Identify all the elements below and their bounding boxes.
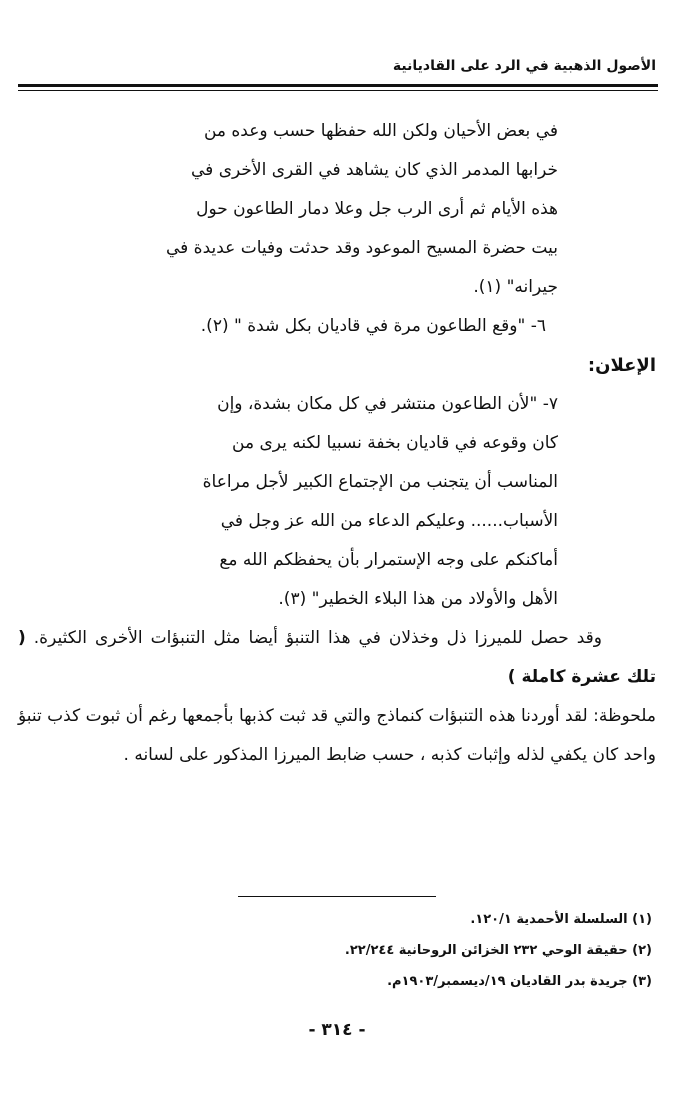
text-line: ٧- "لأن الطاعون منتشر في كل مكان بشدة، وإن <box>217 394 558 414</box>
header-rule-thin <box>18 90 658 91</box>
header-rule-thick <box>18 84 658 87</box>
text-line: بيت حضرة المسيح الموعود وقد حدثت وفيات عديدة في <box>165 238 558 258</box>
quote-block-1 <box>136 112 558 307</box>
footnotes <box>345 904 652 997</box>
note-paragraph: ملحوظة: لقد أوردنا هذه التنبؤات كنماذج والتي قد ثبت كذبها بأجمعها رغم أن ثبوت كذب تنبؤ واحد كان يكفي لذله وإثبات كذبه ، حسب ضابط الميرزا المذكور على لسانه . <box>18 706 656 765</box>
text-line: الأهل والأولاد من هذا البلاء الخطير" (٣). <box>278 589 558 609</box>
quote-block-2 <box>136 385 558 619</box>
text-line: في بعض الأحيان ولكن الله حفظها حسب وعده من <box>203 121 558 141</box>
footnote-2: (٢) حقيقة الوحي ٢٣٢ الخزائن الروحانية ٢٢/٢٤٤. <box>344 943 652 958</box>
paragraph-1-bold: ( تلك عشرة كاملة ) <box>18 628 656 687</box>
paragraph-1 <box>18 619 656 697</box>
section-heading: الإعلان: <box>587 355 656 376</box>
page-number: - ٣١٤ - <box>308 1020 366 1040</box>
text-line: خرابها المدمر الذي كان يشاهد في القرى الأخرى في <box>191 160 558 180</box>
running-header: الأصول الذهبية في الرد على القاديانية <box>392 58 656 74</box>
text-line: هذه الأيام ثم أرى الرب جل وعلا دمار الطاعون حول <box>196 199 558 219</box>
text-line: أماكنكم على وجه الإستمرار بأن يحفظكم الله مع <box>219 550 558 570</box>
text-line: كان وقوعه في قاديان بخفة نسبيا لكنه يرى من <box>232 433 558 453</box>
main-text <box>18 112 656 775</box>
footnote-divider <box>238 896 436 897</box>
footnote-3: (٣) جريدة بدر القاديان ١٩/ديسمبر/١٩٠٣م. <box>387 974 652 989</box>
footnote-1: (١) السلسلة الأحمدية ١٢٠/١. <box>470 912 652 927</box>
text-line: المناسب أن يتجنب من الإجتماع الكبير لأجل مراعاة <box>202 472 558 492</box>
item-6: ٦- "وقع الطاعون مرة في قاديان بكل شدة " (٢). <box>200 316 546 336</box>
paragraph-1-text: وقد حصل للميرزا ذل وخذلان في هذا التنبؤ أيضا مثل التنبؤات الأخرى الكثيرة. <box>33 628 602 648</box>
text-line: جيرانه" (١). <box>473 277 558 297</box>
text-line: الأسباب...... وعليكم الدعاء من الله عز وجل في <box>220 511 558 531</box>
